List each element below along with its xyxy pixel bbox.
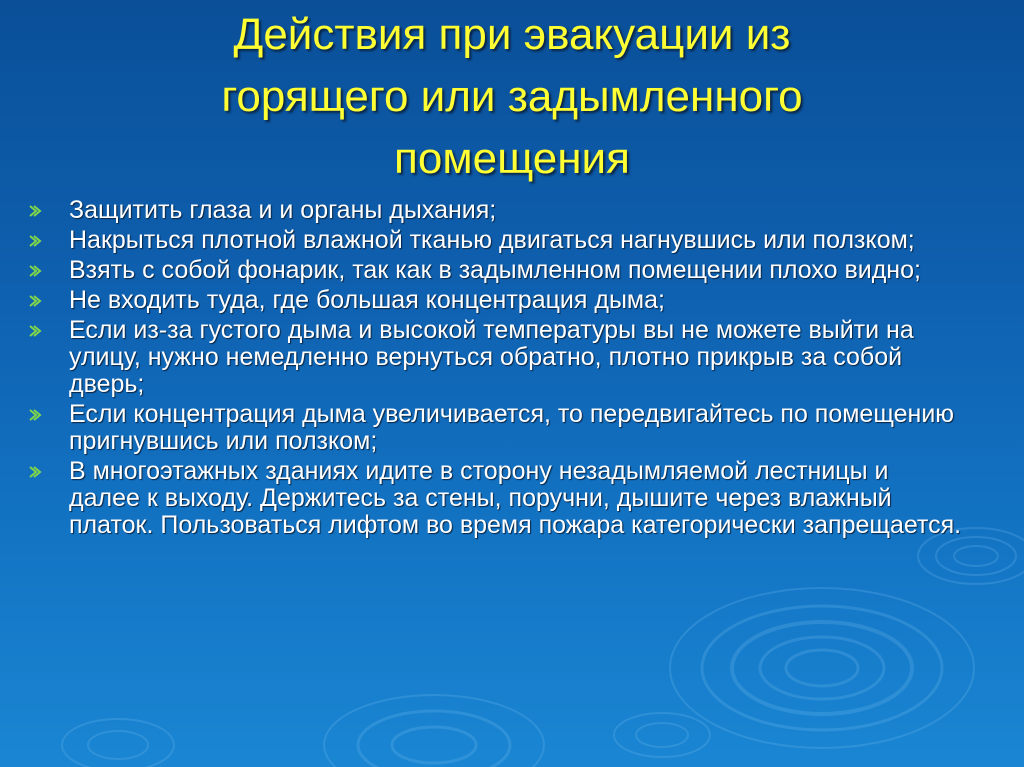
list-item [28, 317, 963, 398]
chevron-bullet-icon [28, 204, 42, 218]
list-item [28, 227, 963, 254]
chevron-bullet-icon [28, 264, 42, 278]
list-item [28, 197, 963, 224]
list-item-text: Не входить туда, где большая концентрация дыма; [69, 286, 665, 314]
title-line-1: Действия при эвакуации из [233, 10, 791, 59]
list-item [28, 287, 963, 314]
chevron-bullet-icon [28, 408, 42, 422]
list-item [28, 257, 963, 284]
list-item-text: Если из-за густого дыма и высокой температуры вы не можете выйти на улицу, нужно немедленно вернуться обратно, плотно прикрыв за собой дверь; [69, 316, 914, 398]
instruction-list [28, 197, 963, 542]
title-line-2: горящего или задымленного [221, 72, 803, 121]
slide-title [60, 4, 964, 190]
list-item-text: Если концентрация дыма увеличивается, то передвигайтесь по помещению пригнувшись или ползком; [69, 400, 955, 455]
chevron-bullet-icon [28, 465, 42, 479]
list-item [28, 401, 963, 455]
list-item-text: Взять с собой фонарик, так как в задымленном помещении плохо видно; [69, 256, 921, 284]
chevron-bullet-icon [28, 294, 42, 308]
title-line-3: помещения [394, 134, 630, 183]
list-item-text: Накрыться плотной влажной тканью двигаться нагнувшись или ползком; [69, 226, 915, 254]
list-item [28, 458, 963, 539]
list-item-text: В многоэтажных зданиях идите в сторону незадымляемой лестницы и далее к выходу. Держитесь за стены, поручни, дышите через влажный платок. Пользоваться лифтом во время пожара категорически запрещается. [69, 457, 962, 539]
chevron-bullet-icon [28, 324, 42, 338]
chevron-bullet-icon [28, 234, 42, 248]
list-item-text: Защитить глаза и и органы дыхания; [69, 196, 497, 224]
